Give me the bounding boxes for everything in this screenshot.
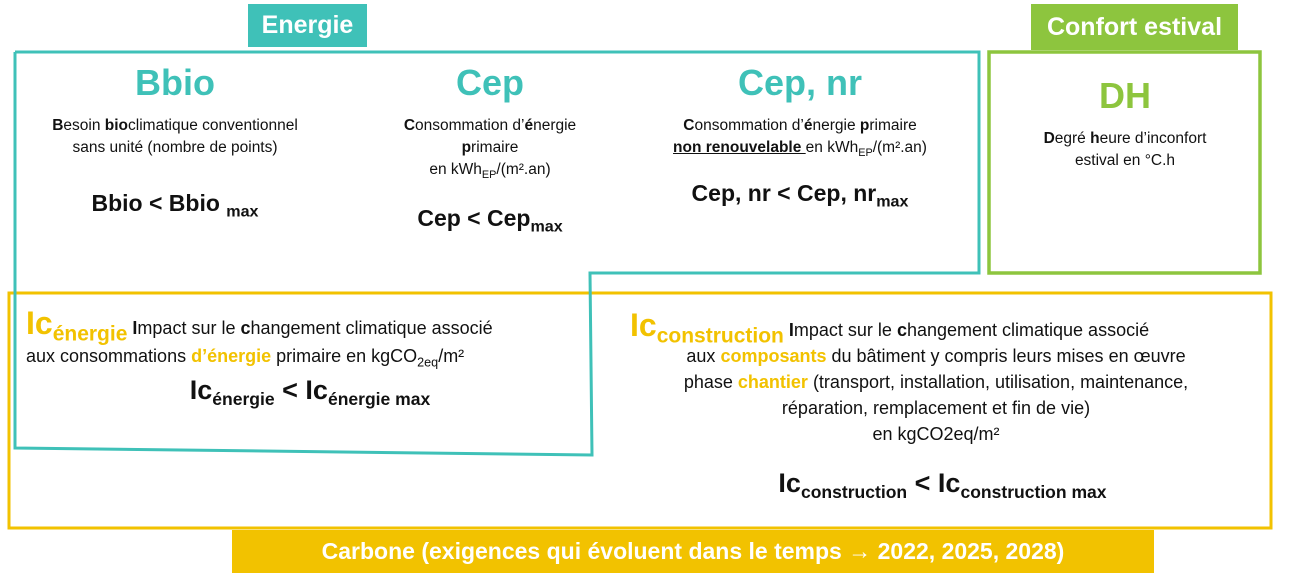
confort-estival-tag: Confort estival bbox=[1031, 4, 1238, 50]
cepnr-description: Consommation d’énergie primaire non renouvelable en kWh$_{EP}$/(m².an) bbox=[673, 117, 927, 159]
bbio-formula: Bbio < Bbio $_{max}$ bbox=[91, 190, 259, 221]
dh-title: DH bbox=[1099, 75, 1151, 116]
dh-description: Degré heure d’inconfort estival en °C.h bbox=[1043, 130, 1207, 169]
cepnr-formula: Cep, nr < Cep, $nr_{max}$ bbox=[691, 180, 909, 211]
cep-title: Cep bbox=[455, 62, 524, 103]
bbio-title: Bbio bbox=[135, 62, 215, 103]
ic-energie-formula: $Ic_{énergie} < Ic_{énergie max}$ bbox=[189, 375, 431, 410]
cep-formula: Cep < Cep$_{max}$ bbox=[417, 205, 563, 236]
cepnr-title: Cep, nr bbox=[737, 62, 862, 103]
ic-construction-text: $Ic_{construction}$ Impact sur le changement climatique associé aux composants du bâtiment y compris leurs mises en œuvre phase chantier (transport, installation, utilisation, maintenance, réparation, remplacement et fin de vie) en kgCO2eq/m² bbox=[630, 307, 1189, 444]
ic-construction-formula: $Ic_{construction} < Ic_{construction max}$ bbox=[778, 468, 1107, 503]
energie-tag: Energie bbox=[248, 4, 367, 47]
ic-energie-text: $Ic_{énergie}$ Impact sur le changement climatique associé aux consommations d’énergie primaire en kgCO$_{2eq}$/m² bbox=[26, 305, 493, 370]
bbio-description: Besoin bioclimatique conventionnel sans unité (nombre de points) bbox=[52, 117, 298, 156]
cep-description: Consommation d’énergie primaire en kWh$_{EP}$/(m².an) bbox=[403, 117, 577, 181]
carbone-tag: Carbone (exigences qui évoluent dans le temps → 2022, 2025, 2028) bbox=[232, 530, 1154, 573]
